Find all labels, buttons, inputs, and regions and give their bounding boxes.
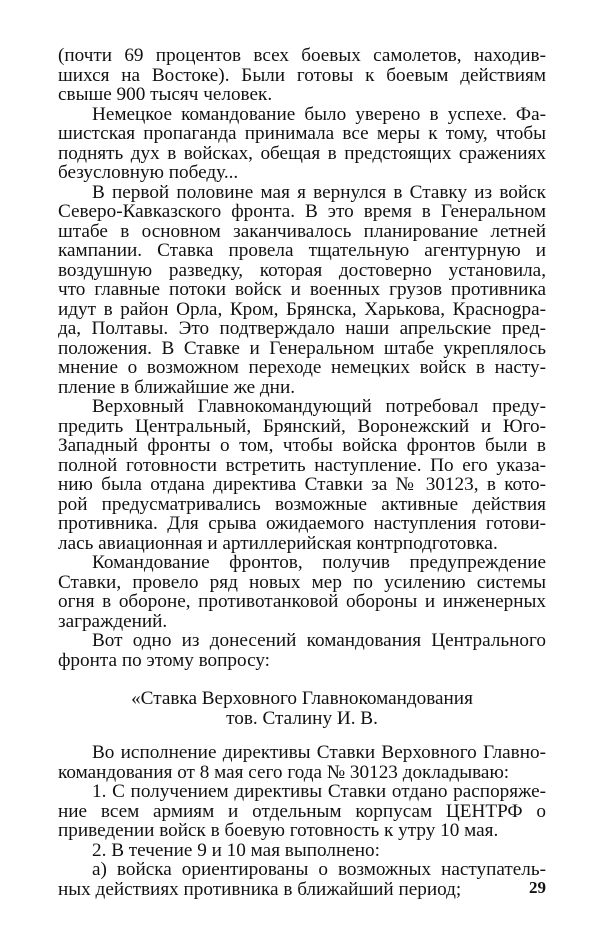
- text-line: нию была отдана директива Ставки за № 30123, в кото-: [58, 474, 546, 495]
- report-address: [58, 689, 546, 728]
- paragraph: [58, 860, 546, 899]
- text-line: идут в район Орла, Кром, Брянска, Харькова, Краснogра-: [58, 298, 546, 320]
- text-line: Немецкое командование было уверено в успехе. Фа-: [92, 103, 546, 125]
- text-line: 2. В течение 9 и 10 мая выполнено:: [92, 839, 380, 861]
- text-line: В первой половине мая я вернулся в Ставку из войск: [92, 181, 546, 203]
- page-body: [58, 46, 546, 899]
- text-line: шистская пропаганда принимала все меры к тому, чтобы: [58, 123, 546, 144]
- text-line: поднять дух в войсках, обещая в предстоящих сражениях: [58, 142, 546, 164]
- text-line: мнение о возможном переходе немецких войск в насту-: [58, 357, 546, 378]
- paragraph: [58, 46, 546, 105]
- text-line: рой предусматривались возможные активные действия: [58, 493, 546, 515]
- text-line: огня в обороне, противотанковой обороны и инженерных: [58, 591, 546, 612]
- text-line: воздушную разведку, которая достоверно установила,: [58, 259, 546, 281]
- text-line: командования от 8 мая сего года № 30123 докладываю:: [58, 761, 510, 783]
- text-line: противника. Для срыва ожидаемого наступления готови-: [58, 513, 546, 534]
- page-number: 29: [529, 878, 546, 897]
- text-line: ние всем армиям и отдельным корпусам ЦЕНТРФ о: [58, 800, 546, 822]
- report-text: [58, 743, 546, 899]
- text-line: фронта по этому вопросу:: [58, 649, 270, 671]
- text-line: (почти 69 процентов всех боевых самолетов, находив-: [58, 45, 546, 66]
- text-line: шихся на Востоке). Были готовы к боевым действиям: [58, 64, 546, 86]
- text-line: Северо-Кавказского фронта. В это время в Генеральном: [58, 201, 546, 222]
- text-line: заграждений.: [58, 610, 168, 632]
- text-line: Ставки, провело ряд новых мер по усилению системы: [58, 571, 546, 593]
- paragraph: [58, 105, 546, 183]
- text-line: безусловную победу...: [58, 162, 239, 183]
- paragraph: [58, 553, 546, 631]
- text-line: штабе в основном заканчивалось планирование летней: [58, 220, 546, 242]
- text-line: Западный фронты о том, чтобы войска фронтов были в: [58, 435, 546, 456]
- text-line: Верховный Главнокомандующий потребовал преду-: [92, 396, 546, 417]
- paragraph: [58, 397, 546, 553]
- text-line: Во исполнение директивы Ставки Верховного Главно-: [92, 742, 546, 763]
- text-line: положения. В Ставке и Генеральном штабе укреплялось: [58, 337, 546, 359]
- text-line: что главные потоки войск и военных грузов противника: [58, 279, 546, 300]
- address-recipient: «Ставка Верховного Главнокомандования: [131, 688, 473, 709]
- text-line: а) войска ориентированы о возможных наступатель-: [92, 859, 546, 880]
- paragraph: [58, 841, 546, 861]
- text-line: Вот одно из донесений командования Центрального: [92, 630, 546, 651]
- text-line: да, Полтавы. Это подтверждало наши апрельские пред-: [58, 318, 546, 339]
- paragraph: [58, 743, 546, 782]
- paragraph: [58, 782, 546, 841]
- text-line: Командование фронтов, получив предупреждение: [92, 552, 546, 573]
- text-line: свыше 900 тысяч человек.: [58, 84, 273, 105]
- narrative-text: [58, 46, 546, 670]
- text-line: полной готовности встретить наступление. По его указа-: [58, 454, 546, 476]
- text-line: предить Центральный, Брянский, Воронежский и Юго-: [58, 415, 546, 437]
- text-line: ных действиях противника в ближайший период;: [58, 878, 462, 900]
- text-line: кампании. Ставка провела тщательную агентурную и: [58, 240, 546, 261]
- paragraph: [58, 183, 546, 398]
- text-line: 1. С получением директивы Ставки отдано распоряже-: [92, 781, 546, 802]
- text-line: пление в ближайшие же дни.: [58, 376, 296, 398]
- text-line: лась авиационная и артиллерийская контрподготовка.: [58, 532, 498, 554]
- address-person: тов. Сталину И. В.: [226, 707, 378, 729]
- paragraph: [58, 631, 546, 670]
- text-line: приведении войск в боевую готовность к утру 10 мая.: [58, 820, 499, 841]
